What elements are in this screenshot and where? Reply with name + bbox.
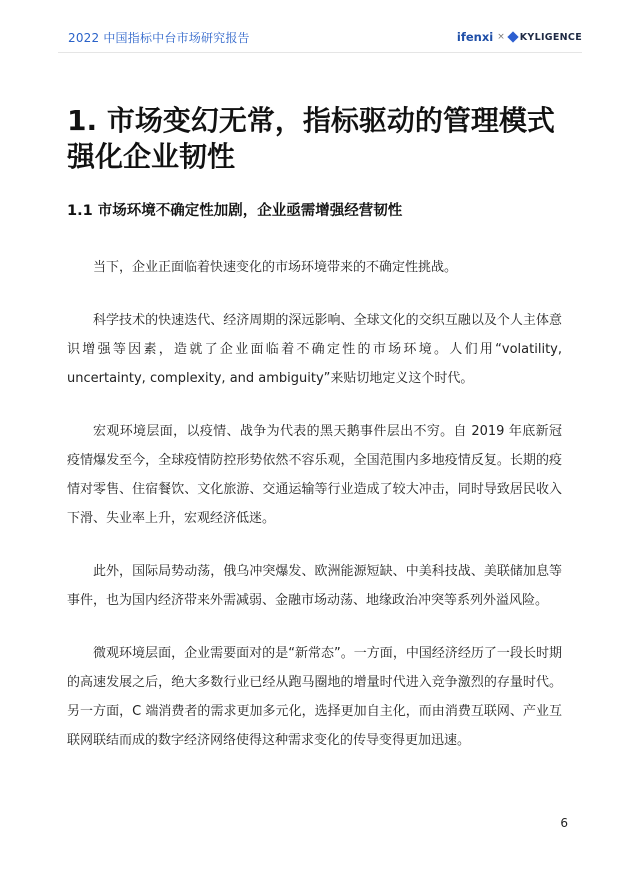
ifenxi-logo: ifenxi: [456, 30, 494, 44]
header-divider: [58, 52, 582, 53]
paragraph: 科学技术的快速迭代、经济周期的深远影响、全球文化的交织互融以及个人主体意识增强等因素，造就了企业面临着不确定性的市场环境。人们用“volatility, uncertainty, complexity, and ambiguity”来贴切地定义这个时代。: [67, 313, 562, 386]
section-title: 1.1 市场环境不确定性加剧，企业亟需增强经营韧性: [67, 203, 403, 219]
kyligence-mark-icon: [507, 31, 518, 42]
paragraph: 当下，企业正面临着快速变化的市场环境带来的不确定性挑战。: [93, 260, 458, 275]
chapter-title: 1. 市场变幻无常，指标驱动的管理模式强化企业韧性: [67, 104, 555, 173]
paragraph: 微观环境层面，企业需要面对的是“新常态”。一方面，中国经济经历了一段长时期的高速发展之后，绝大多数行业已经从跑马圈地的增量时代进入竞争激烈的存量时代。另一方面，C 端消费者的需求更加多元化，选择更加自主化，而由消费互联网、产业互联网联结而成的数字经济网络使得这种需求变化的传导变得更加迅速。: [67, 646, 562, 748]
page-header: [68, 25, 582, 49]
report-title: 2022 中国指标中台市场研究报告: [68, 30, 250, 45]
logo-separator: ×: [497, 32, 505, 42]
paragraph: 宏观环境层面，以疫情、战争为代表的黑天鹅事件层出不穷。自 2019 年底新冠疫情爆发至今，全球疫情防控形势依然不容乐观，全国范围内多地疫情反复。长期的疫情对零售、住宿餐饮、文化旅游、交通运输等行业造成了较大冲击，同时导致居民收入下滑、失业率上升，宏观经济低迷。: [67, 424, 562, 526]
partner-logos: [457, 30, 582, 44]
body-text: [67, 253, 562, 779]
kyligence-logo: [509, 32, 582, 43]
paragraph: 此外，国际局势动荡，俄乌冲突爆发、欧洲能源短缺、中美科技战、美联储加息等事件，也为国内经济带来外需减弱、金融市场动荡、地缘政治冲突等系列外溢风险。: [67, 564, 562, 608]
page-number: 6: [560, 816, 568, 830]
kyligence-logo-text: KYLIGENCE: [519, 31, 582, 43]
